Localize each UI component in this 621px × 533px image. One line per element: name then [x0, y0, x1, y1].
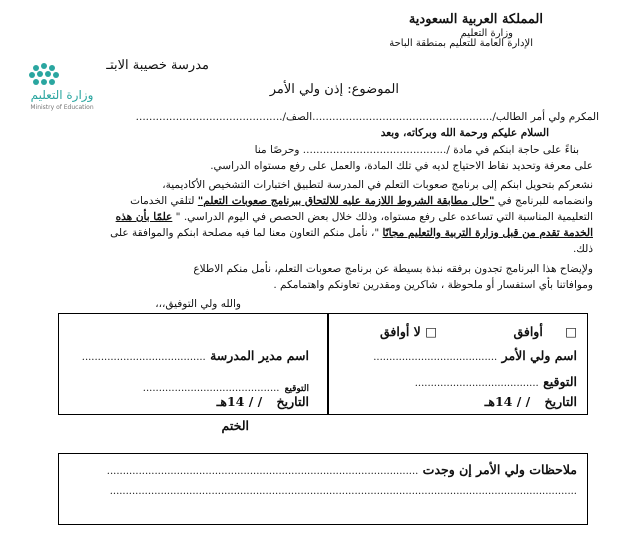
- principal-name-field[interactable]: [82, 348, 309, 363]
- body-line-9: ذلك.: [572, 243, 593, 255]
- agree-label: أوافق: [513, 324, 543, 339]
- kingdom-title: المملكة العربية السعودية: [408, 12, 543, 27]
- logo-text: وزارة التعليم: [30, 88, 94, 102]
- notes-dots-2[interactable]: ...................................................................................................................................................: [109, 486, 577, 497]
- principal-signature-label: التوقيع: [284, 384, 309, 394]
- guardian-date-value[interactable]: / / 14هـ: [484, 394, 531, 409]
- guardian-name-label: اسم ولي الأمر: [501, 348, 577, 363]
- body-line-6-a: وانضمامه للبرنامج في: [497, 195, 593, 207]
- guardian-date-label: التاريخ: [544, 394, 577, 409]
- logo-subtext: Ministry of Education: [30, 104, 94, 111]
- principal-signature-dots[interactable]: ...........................................: [142, 383, 280, 394]
- body-line-8-b: "، نأمل منكم التعاون معنا لما فيه مصلحة ابنكم والموافقة على: [110, 227, 380, 239]
- ministry-title: وزارة التعليم: [460, 28, 513, 39]
- greeting: السلام عليكم ورحمة الله وبركاته، وبعد: [380, 127, 549, 139]
- subject-line: الموضوع: إذن ولي الأمر: [269, 82, 399, 97]
- body-line-7-b: علمًا بأن هذه: [115, 211, 173, 223]
- body-line-11: وموافاتنا بأي استفسار أو ملحوظة ، شاكرين ومقدرين تعاونكم واهتمامكم .: [273, 279, 593, 291]
- notes-field[interactable]: [107, 462, 577, 477]
- principal-name-label: اسم مدير المدرسة: [210, 348, 309, 363]
- disagree-label: لا أوافق: [379, 324, 421, 339]
- stamp-label: الختم: [221, 418, 249, 433]
- school-name: مدرسة خصيبة الابتـ: [106, 58, 209, 73]
- body-line-7: [116, 210, 593, 225]
- body-line-4: على معرفة وتحديد نقاط الاحتياج لديه في تلك المادة، والعمل على رفع مستواه الدراسي.: [210, 160, 593, 172]
- agree-option[interactable]: [513, 324, 577, 339]
- closing-line: والله ولي التوفيق،،،: [155, 298, 241, 310]
- disagree-checkbox[interactable]: □: [425, 324, 437, 339]
- disagree-option[interactable]: [380, 324, 437, 339]
- agree-checkbox[interactable]: □: [565, 324, 577, 339]
- body-line-8: [110, 226, 593, 241]
- guardian-name-field[interactable]: [373, 348, 577, 363]
- body-line-7-a: التعليمية المناسبة التي تساعده على رفع مستواه، وذلك خلال بعض الحصص في اليوم الدراسي. ": [175, 211, 593, 223]
- body-line-8-a: الخدمة تقدم من قبل وزارة التربية والتعليم مجانًا: [382, 227, 593, 239]
- body-line-6-c: لتلقي الخدمات: [130, 195, 195, 207]
- body-line-6-b: "حال مطابقة الشروط اللازمة عليه للالتحاق ببرنامج صعوبات التعلم": [197, 195, 495, 207]
- guardian-signature-label: التوقيع: [543, 374, 577, 389]
- guardian-signature-dots[interactable]: .......................................: [414, 378, 539, 389]
- guardian-date-field[interactable]: [485, 394, 577, 409]
- principal-date-value[interactable]: / / 14هـ: [216, 394, 263, 409]
- notes-box: [58, 453, 588, 525]
- body-line-6: [130, 194, 593, 209]
- principal-date-label: التاريخ: [276, 394, 309, 409]
- administration-title: الإدارة العامة للتعليم بمنطقة الباحة: [389, 38, 533, 49]
- principal-name-dots[interactable]: .......................................: [81, 352, 206, 363]
- body-line-5: نشعركم بتحويل ابنكم إلى برنامج صعوبات التعلم في المدرسة لتطبيق اختبارات التشخيص الأكاديمية،: [162, 179, 593, 191]
- guardian-signature-field[interactable]: [415, 374, 577, 389]
- principal-date-field[interactable]: [217, 394, 309, 409]
- table-divider: [327, 314, 329, 414]
- notes-label: ملاحظات ولي الأمر إن وجدت: [422, 462, 577, 477]
- student-line: المكرم ولي أمر الطالب/......................................................الصف/............................................: [135, 111, 599, 123]
- subject-need-line: بناءً على حاجة ابنكم في مادة /........................................... وحرصًا منا: [254, 144, 579, 156]
- consent-table: [58, 313, 588, 415]
- principal-signature-field[interactable]: [143, 376, 309, 395]
- notes-dots-1[interactable]: ..................................................................................................: [106, 466, 419, 477]
- guardian-name-dots[interactable]: .......................................: [373, 352, 498, 363]
- body-line-10: ولإيضاح هذا البرنامج تجدون برفقه نبذة بسيطة عن برنامج صعوبات التعلم، نأمل منكم الاطلاع: [193, 263, 593, 275]
